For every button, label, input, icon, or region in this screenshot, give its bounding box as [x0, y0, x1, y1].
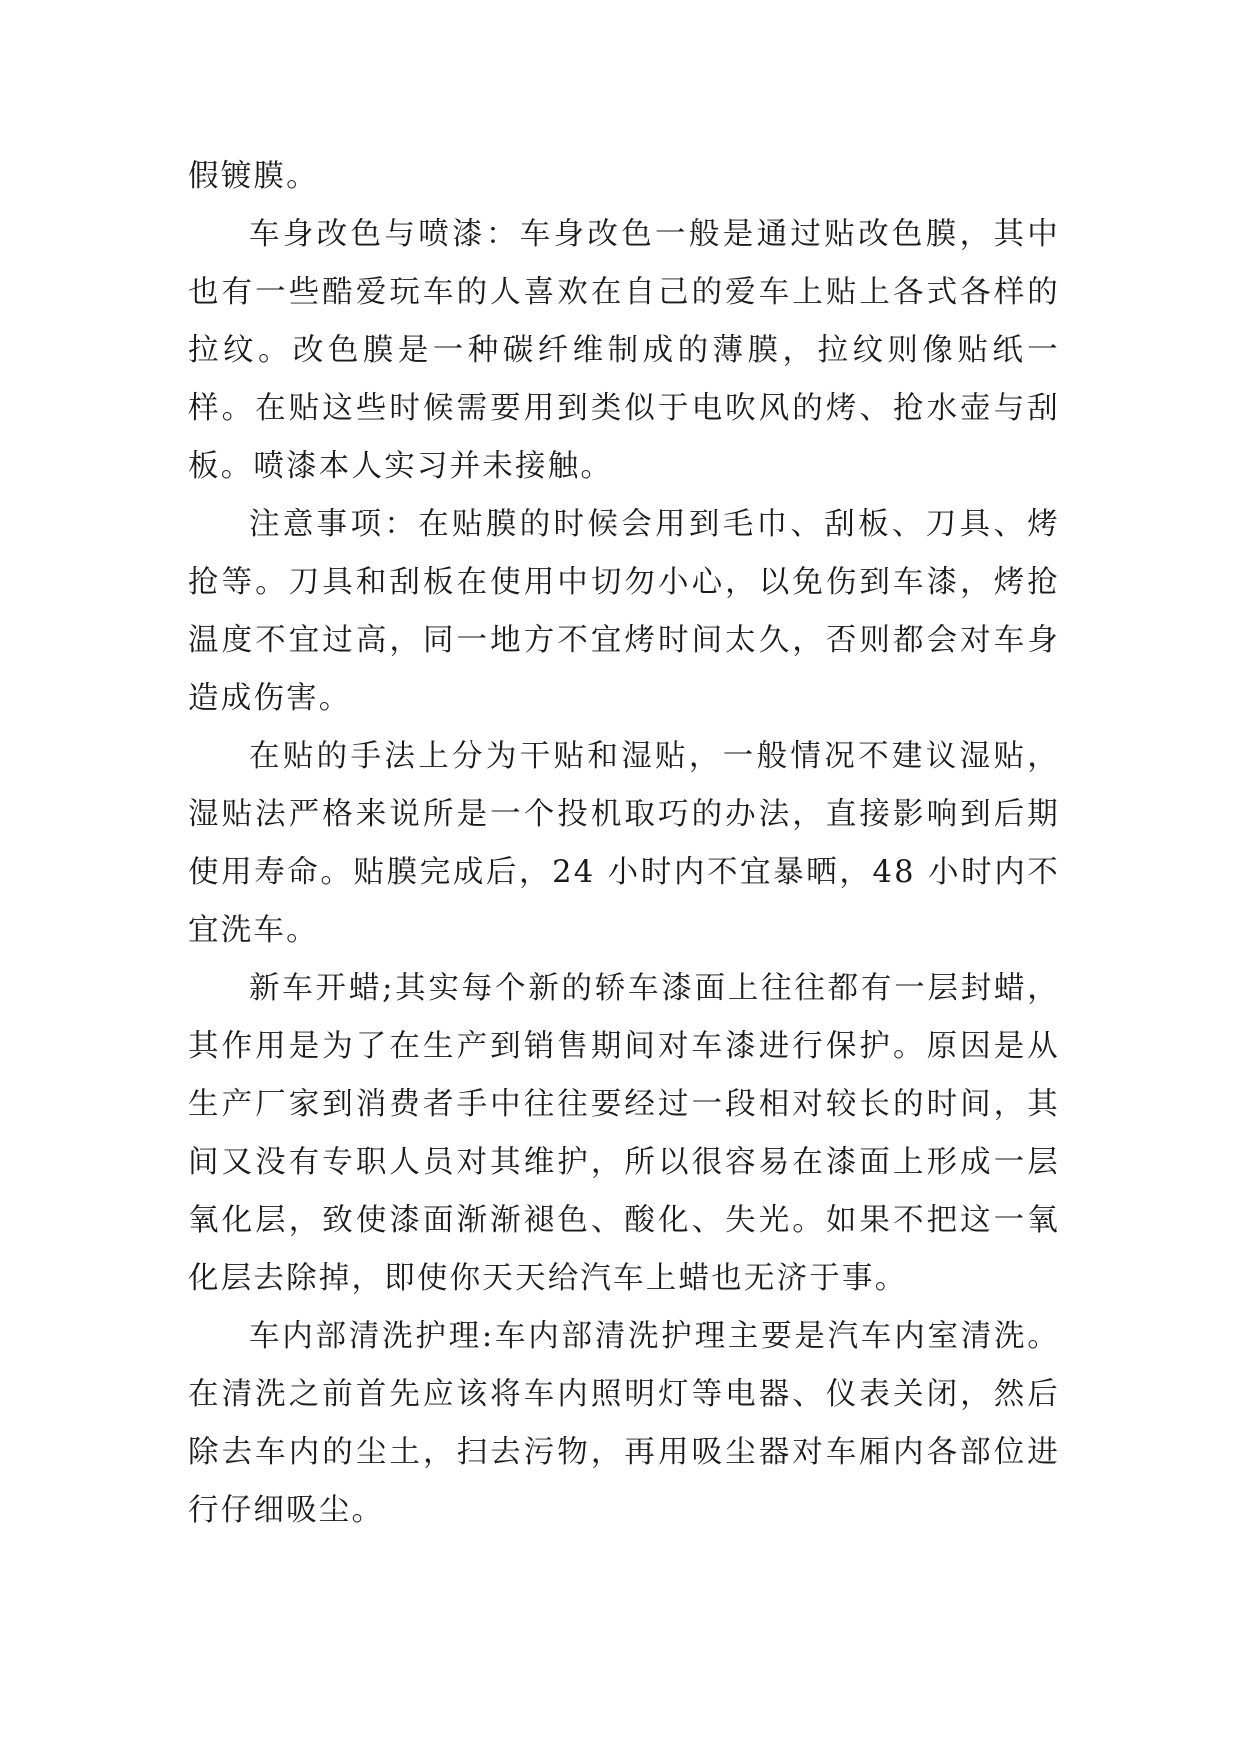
paragraph-body-color-change: 车身改色与喷漆：车身改色一般是通过贴改色膜，其中也有一些酷爱玩车的人喜欢在自己的爱车上贴上各式各样的拉纹。改色膜是一种碳纤维制成的薄膜，拉纹则像贴纸一样。在贴这些时候需要用到类似于电吹风的烤、抢水壶与刮板。喷漆本人实习并未接触。: [188, 217, 1060, 484]
paragraph-precautions: 注意事项：在贴膜的时候会用到毛巾、刮板、刀具、烤抢等。刀具和刮板在使用中切勿小心，以免伤到车漆，烤抢温度不宜过高，同一地方不宜烤时间太久，否则都会对车身造成伤害。: [188, 507, 1060, 716]
paragraph-new-car-dewax: 新车开蜡;其实每个新的轿车漆面上往往都有一层封蜡，其作用是为了在生产到销售期间对车漆进行保护。原因是从生产厂家到消费者手中往往要经过一段相对较长的时间，其间又没有专职人员对其维护，所以很容易在漆面上形成一层氧化层，致使漆面渐渐褪色、酸化、失光。如果不把这一氧化层去除掉，即使你天天给汽车上蜡也无济于事。: [188, 971, 1060, 1296]
paragraph-interior-cleaning: 车内部清洗护理:车内部清洗护理主要是汽车内室清洗。在清洗之前首先应该将车内照明灯等电器、仪表关闭，然后除去车内的尘土，扫去污物，再用吸尘器对车厢内各部位进行仔细吸尘。: [188, 1319, 1060, 1528]
body-text: [188, 148, 1060, 1540]
paragraph-continuation: 假镀膜。: [188, 159, 319, 194]
paragraph-application-method: 在贴的手法上分为干贴和湿贴，一般情况不建议湿贴，湿贴法严格来说所是一个投机取巧的办法，直接影响到后期使用寿命。贴膜完成后，24 小时内不宜暴晒，48 小时内不宜洗车。: [188, 739, 1060, 948]
